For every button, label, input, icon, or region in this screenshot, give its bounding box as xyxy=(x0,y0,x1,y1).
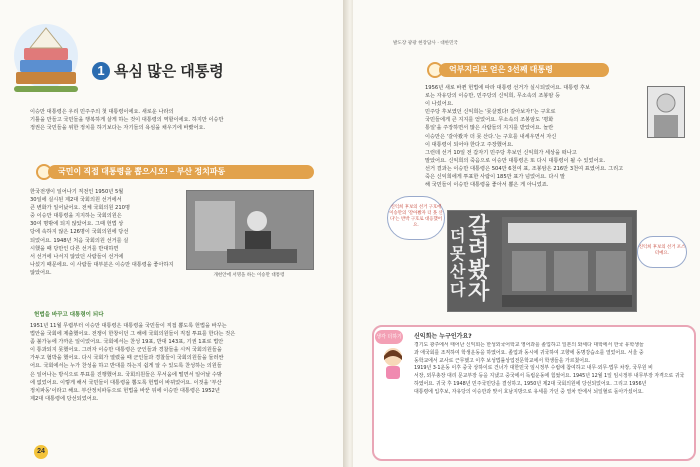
speech-bubble-right: 신익희 후보의 선거 포스터예요. xyxy=(637,236,687,268)
campaign-poster-photo xyxy=(447,210,637,312)
portrait-illustration xyxy=(647,86,685,138)
historical-photo xyxy=(186,190,314,270)
photo-image xyxy=(187,191,313,269)
girl-character-icon xyxy=(380,346,406,380)
speech-bubble-left: 신익희 후보의 선거 구호에 이승만의 '갈아봤자 더 못 산다'는 반박 구호로 대응했어요. xyxy=(387,196,445,240)
running-header: 발도장 광광 현장답사 · 대한민국 xyxy=(393,41,458,46)
photo-caption: 개헌안에 서명을 하는 이승만 대통령 xyxy=(213,273,285,278)
street-scene-image xyxy=(502,217,632,307)
poster-slogan-left: 더 못 산 다 xyxy=(450,226,466,299)
tip-title: 신익희는 누구인가요? xyxy=(414,333,472,340)
section-paragraph: 한국전쟁이 일어나기 직전인 1950년 5월 30일에 실시된 제2대 국회의원 선거에서 큰 변화가 일어났어요. 전체 국회의원 210명 중 이승만 대통령을 지지하는 국회의원은 30여 명밖에 되지 않았어요. 그때 헌법 상 당에 속하지 않은 126명이 국회의원에 당선 되었어요. 1948년 처음 국회의원 선거를 실 시했을 때 당만인 다른 선거를 반대하면 서 선거에 나서지 않았던 사람들이 선거에 나섰기 때문에요. 이 사람들 대부분은 이승만 대통령을 좋아하지 않았어요. xyxy=(30,189,174,276)
sub-paragraph: 1951년 11월 무렵부터 이승만 대통령은 대통령을 국민들이 직접 뽑도록 헌법을 바꾸는 법안을 국회에 제출했어요. 전쟁이 한창이던 그 해에 국회의원들이 직접 투표를 한다는 것은 좀 불가능에 가까운 일이었어요. 국회에서는 찬성 19표, 반대 143표, 기권 1표로 법안 이 통과되지 못했어요. 그러자 이승만 대통령은 군인들과 경찰들을 시켜 국회의원들을 가두고 협박을 했어요. 다시 국회가 열렸을 때 군인들과 경찰들이 국회의원들을 둘러싼 어요. 국회에서는 누가 찬성을 하고 반대를 하는지 쉽게 알 수 있도록 찬성하는 의원들 은 일어나는 방식으로 투표를 진행했어요. 국회의원들은 무서움에 떨면서 일어날 수밖 에 없었어요. 이렇게 해서 국민들이 대통령을 뽑도록 헌법이 바뀌었어요. 이것을 '부산 정치파동'이라고 해요. 부산정치파동으로 헌법을 바꾼 뒤에 이승만 대통령은 1952년 제2대 대통령에 당선되었어요. xyxy=(30,323,236,402)
tip-tag: 생각 더하기 xyxy=(375,330,403,344)
section-banner: 국민이 직접 대통령을 뽑으시오! – 부산 정치파동 xyxy=(48,165,314,179)
poster-slogan-right: 갈 려 봤 자 xyxy=(468,213,490,305)
chapter-title: 욕심 많은 대통령 xyxy=(114,63,224,80)
tip-paragraph: 경기도 광주에서 태어난 신익희는 한성외국어학교 영어과를 졸업하고 일본의 와세다 대학에서 한국 유학생들 과 애국회를 조직하여 학생운동을 하였어요. 졸업과 동시에 귀국하여 고향에 동명강습소를 열었어요. 서울 중 동학교에서 교사로 근무했고 이후 보성법률상업전문학교에서 학생들을 가르쳤어요. 1919년 3·1운동 이후 중국 상하이로 건너가 대한민국 임시정부 수립에 참여하고 내무·외무·법무 차장, 국무원 비 서장, 외무총장 대리 문교부장 등을 지냈고 중국에서 독립운동에 힘썼어요. 1945년 12월 1일 임시정부 내무부장 자격으로 귀국 하였어요. 귀국 후 1948년 민주국민당을 결성하고, 1950년 제2대 국회의원에 당선되었어요. 그리고 1956년 대통령에 입후보, 자유당의 이승만과 맞서 호남지방으로 유세를 가던 중 열차 안에서 뇌일혈로 돌아가셨어요. xyxy=(414,342,685,395)
left-page xyxy=(0,0,347,467)
books-illustration xyxy=(10,20,82,102)
chapter-number-badge: 1 xyxy=(92,62,110,80)
section-banner: 억부지리로 얻은 3선째 대통령 xyxy=(439,63,609,77)
portrait-image xyxy=(648,87,684,137)
page-number-left: 24 xyxy=(34,445,48,459)
section-paragraph: 1956년 새로 바뀐 헌법에 따라 대통령 선거가 실시되었어요. 대통령 후보 로는 자유당의 이승만, 민주당의 신익희, 무소속의 조봉암 등 이 나섰어요. 민주당 후보였던 신익희는 '못살겠다! 갈아보자!'는 구호로 국민들에게 큰 지지를 얻었어요. 무소속의 조봉암도 '평화 통일'을 주장하면서 많은 사람들의 지지를 받았어요. 놀란 이승만은 '갈아봤자 더 못 산다.'는 구호를 내세우면서 자신 이 대통령이 되어야 한다고 주장했어요. 그런데 선거 10일 전 갑자기 민주당 후보인 신익희가 세상을 떠나고 말았어요. 신익희의 죽음으로 이승만 대통령은 또 다시 대통령이 될 수 있었어요. 선거 결과는 이승만 대통령은 504만 6천여 표, 조봉암은 216만 3천여 표였어요. 그리고 죽은 신익희에게 투표한 사람이 185만 표가 넘었어요. 다시 말 해 국민들이 이승만 대통령을 좋아서 뽑은 게 아니었죠. xyxy=(425,85,624,189)
intro-paragraph: 이승만 대통령은 우리 민주주의 첫 대통령이에요. 새로운 나라의 기틀을 만들고 국민들을 행복하게 살게 하는 것이 대통령의 역할이에요. 하지만 이승만 정권은 국민들을 위한 정치를 하기보다는 자기들의 욕심을 채우기에 바빴어요. xyxy=(30,109,224,132)
sub-heading: 헌법을 바꾸고 대통령이 되다 xyxy=(34,312,104,318)
